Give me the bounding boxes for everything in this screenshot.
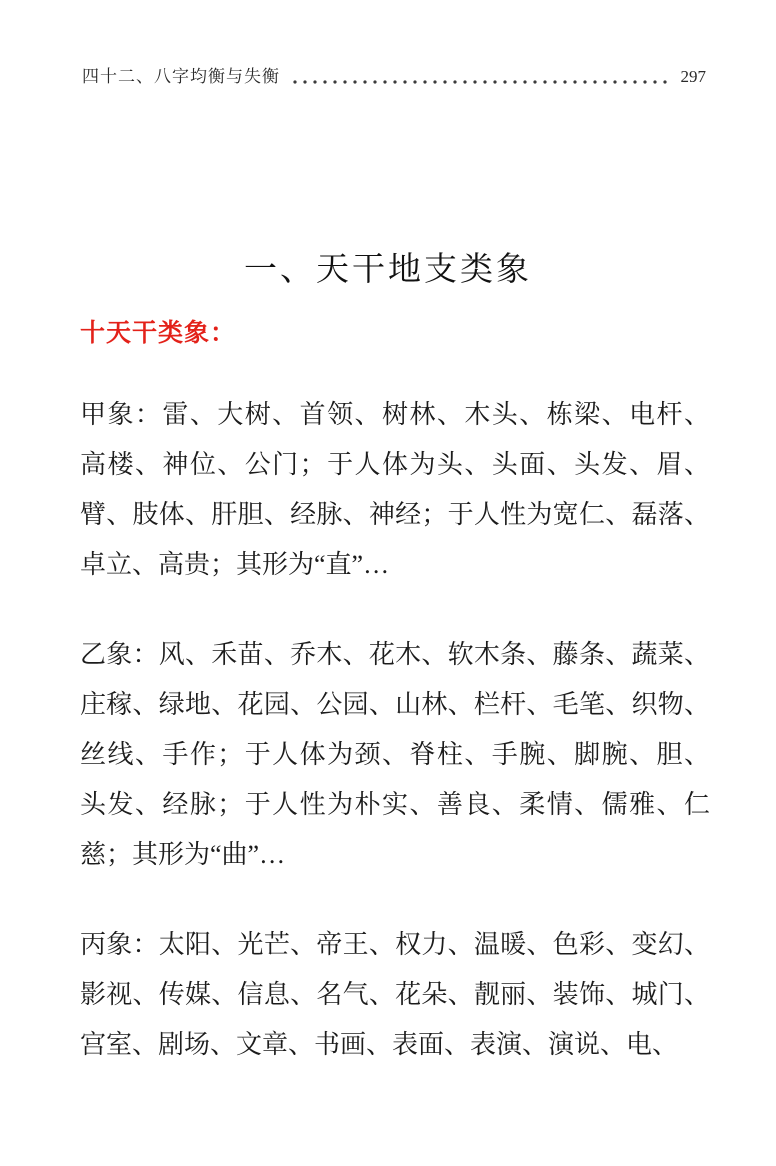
text-line: 丙象：太阳、光芒、帝王、权力、温暖、色彩、变幻、 [80,930,710,959]
text-line: 宫室、剧场、文章、书画、表面、表演、演说、电、 [80,1030,679,1059]
text-line: 丝线、手作；于人体为颈、脊柱、手腕、脚腕、胆、 [80,740,710,769]
text-line: 甲象：雷、大树、首领、树林、木头、栋梁、电杆、 [80,400,710,429]
dot-leader [290,79,673,85]
paragraph-yi-xiang [80,630,710,880]
toc-entry-page-number: 297 [680,67,706,86]
section-heading: 十天干类象： [80,320,237,347]
text-line: 头发、经脉；于人性为朴实、善良、柔情、儒雅、仁 [80,790,710,819]
toc-entry-title: 四十二、八字均衡与失衡 [82,67,280,86]
body-paragraphs [80,390,710,1110]
text-line: 臂、肢体、肝胆、经脉、神经；于人性为宽仁、磊落、 [80,500,710,529]
text-line: 卓立、高贵；其形为“直”… [80,550,390,579]
header-toc-entry [82,62,706,87]
text-line: 影视、传媒、信息、名气、花朵、靓丽、装饰、城门、 [80,980,710,1009]
page-title: 一、天干地支类象 [244,252,532,288]
paragraph-bing-xiang [80,920,710,1070]
text-line: 慈；其形为“曲”… [80,840,286,869]
text-line: 庄稼、绿地、花园、公园、山林、栏杆、毛笔、织物、 [80,690,710,719]
text-line: 高楼、神位、公门；于人体为头、头面、头发、眉、 [80,450,710,479]
text-line: 乙象：风、禾苗、乔木、花木、软木条、藤条、蔬菜、 [80,640,710,669]
paragraph-jia-xiang [80,390,710,590]
